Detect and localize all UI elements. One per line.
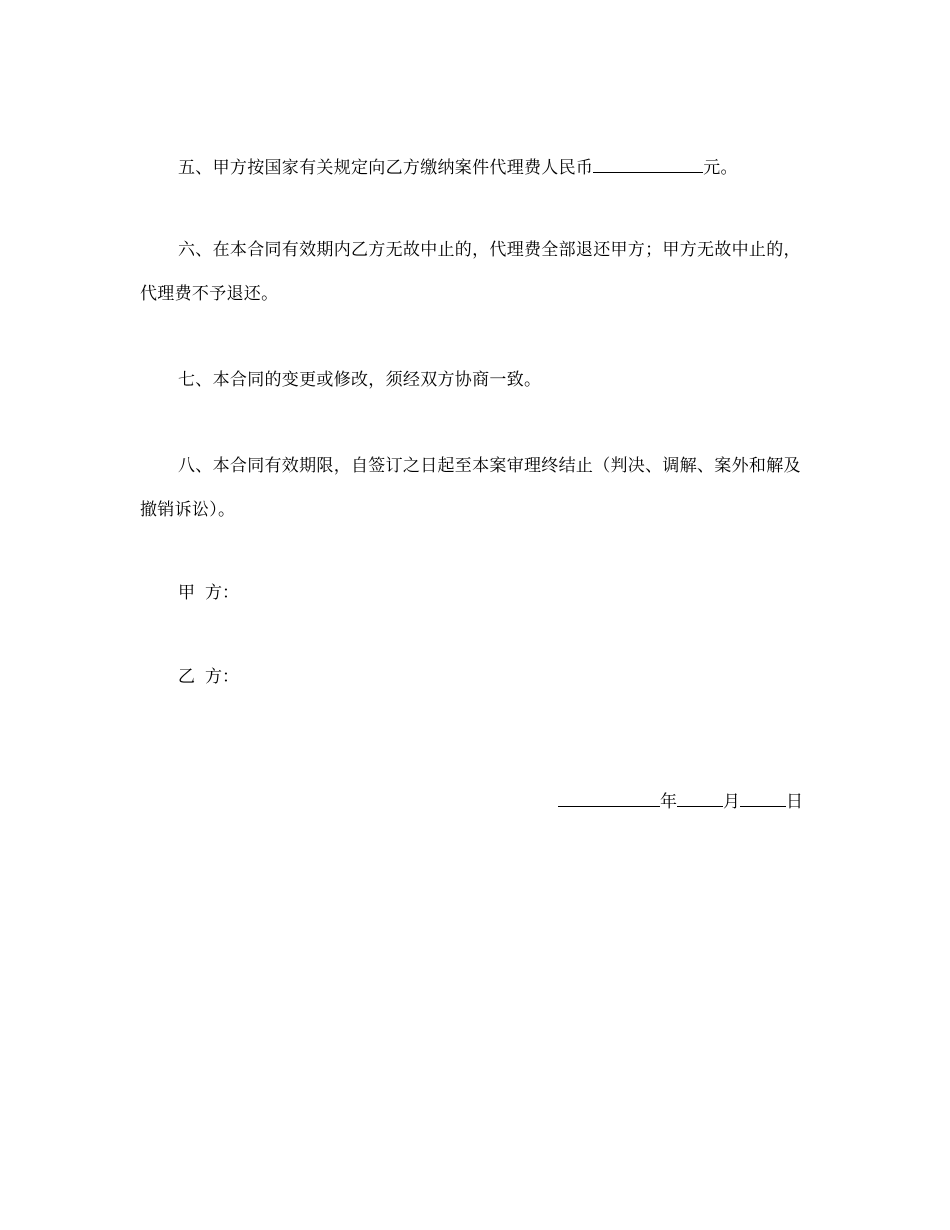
month-label: 月: [723, 792, 740, 812]
party-b-char1: 乙: [178, 667, 195, 687]
day-blank: [740, 792, 786, 807]
clause-6: 六、在本合同有效期内乙方无故中止的，代理费全部退还甲方；甲方无故中止的，代理费不予退还。: [140, 240, 801, 304]
clause-7: 七、本合同的变更或修改，须经双方协商一致。: [178, 370, 542, 390]
clause-5: [140, 146, 815, 190]
year-blank: [558, 792, 660, 807]
year-label: 年: [660, 792, 677, 812]
clause-8: 八、本合同有效期限，自签订之日起至本案审理终结止（判决、调解、案外和解及撤销诉讼）。: [140, 456, 801, 520]
signing-date: [558, 790, 803, 814]
clause-5-text-before: 五、甲方按国家有关规定向乙方缴纳案件代理费人民币: [178, 158, 594, 178]
fee-amount-blank: [593, 158, 703, 173]
day-label: 日: [786, 792, 803, 812]
month-blank: [677, 792, 723, 807]
clause-5-text-after: 元。: [703, 158, 738, 178]
party-a-label: [178, 581, 239, 605]
party-b-label: [178, 665, 239, 689]
party-a-char2: 方：: [205, 583, 239, 603]
party-a-char1: 甲: [178, 583, 195, 603]
party-b-char2: 方：: [205, 667, 239, 687]
